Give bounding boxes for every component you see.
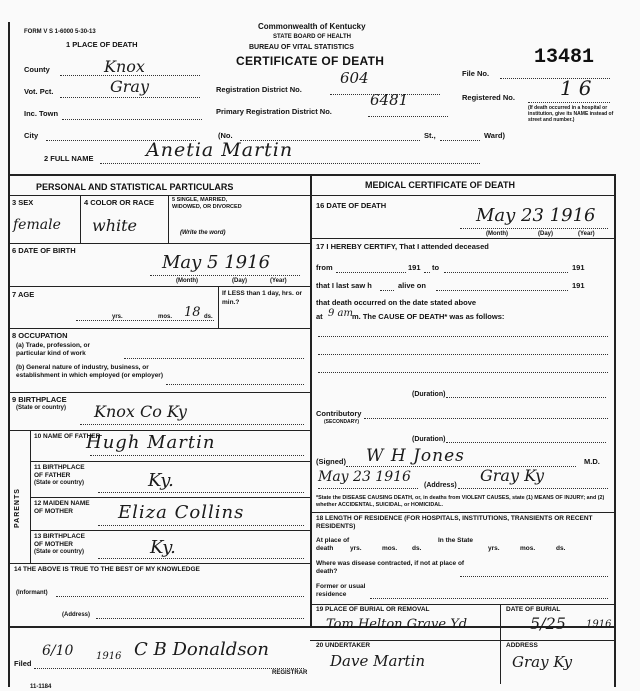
vot-pct-value: Gray bbox=[110, 77, 150, 96]
registered-no-label: Registered No. bbox=[462, 93, 515, 102]
full-name-value: Anetia Martin bbox=[146, 139, 294, 161]
residence-label: 18 LENGTH OF RESIDENCE (FOR HOSPITALS, INSTITUTIONS, TRANSIENTS OR RECENT RESIDENTS) bbox=[316, 515, 593, 531]
yrs-label: yrs. bbox=[112, 314, 123, 320]
county-value: Knox bbox=[104, 57, 145, 76]
signature-address: Gray Ky bbox=[480, 466, 545, 485]
from-year: 191 bbox=[408, 263, 421, 272]
address-label: (Address) bbox=[62, 612, 91, 618]
right-edge bbox=[614, 174, 616, 687]
undertaker-address-label: ADDRESS bbox=[506, 642, 538, 649]
dob-year-label: (Year) bbox=[270, 278, 287, 284]
file-no-label: File No. bbox=[462, 69, 490, 78]
date-of-death-value: May 23 1916 bbox=[476, 205, 596, 226]
color-value: white bbox=[92, 216, 138, 235]
signature-address-label: (Address) bbox=[424, 482, 457, 489]
res-yrs-2: yrs. bbox=[488, 545, 500, 552]
dod-month-label: (Month) bbox=[486, 231, 508, 237]
left-edge bbox=[8, 22, 10, 687]
signature-date: May 23 1916 bbox=[318, 469, 411, 485]
at-place-label: At place of death bbox=[316, 537, 350, 552]
at-value: 9 am bbox=[328, 308, 353, 319]
dod-day-label: (Day) bbox=[538, 231, 554, 237]
res-mos-1: mos. bbox=[382, 545, 398, 552]
st-label: St., bbox=[424, 131, 436, 140]
dob-month-label: (Month) bbox=[176, 278, 198, 284]
dob-label: 6 DATE OF BIRTH bbox=[12, 246, 76, 255]
sex-value: female bbox=[13, 217, 61, 233]
color-label: 4 COLOR OR RACE bbox=[84, 198, 155, 207]
city-label: City bbox=[24, 131, 39, 140]
less-label: If LESS than 1 day, hrs. or min.? bbox=[222, 290, 303, 307]
mother-value: Eliza Collins bbox=[118, 502, 245, 523]
parents-side-label: PARENTS bbox=[14, 488, 21, 528]
burial-year: 1916 bbox=[586, 619, 612, 630]
secondary-label: (SECONDARY) bbox=[324, 419, 360, 425]
registered-no-value: 16 bbox=[560, 76, 598, 100]
informant-label: (Informant) bbox=[16, 590, 48, 596]
undertaker-value: Dave Martin bbox=[330, 652, 426, 670]
res-yrs-1: yrs. bbox=[350, 545, 362, 552]
commonwealth: Commonwealth of Kentucky bbox=[258, 22, 366, 31]
bureau: BUREAU OF VITAL STATISTICS bbox=[249, 44, 354, 51]
medical-heading: MEDICAL CERTIFICATE OF DEATH bbox=[365, 180, 515, 190]
place-of-death-label: 1 PLACE OF DEATH bbox=[66, 40, 138, 49]
res-ds-1: ds. bbox=[412, 545, 422, 552]
md-label: M.D. bbox=[584, 457, 600, 466]
cause-label: m. The CAUSE OF DEATH* was as follows: bbox=[352, 312, 505, 321]
file-note: (If death occurred in a hospital or institution, give its NAME instead of street and number.) bbox=[528, 105, 614, 123]
undertaker-address-value: Gray Ky bbox=[512, 653, 573, 671]
registrar-signature: C B Donaldson bbox=[134, 639, 269, 660]
filed-date: 6/10 bbox=[42, 643, 74, 659]
primary-reg-value: 6481 bbox=[370, 91, 409, 109]
res-ds-2: ds. bbox=[556, 545, 566, 552]
father-bp-label: 11 BIRTHPLACE OF FATHER bbox=[34, 464, 85, 480]
certify-label: 17 I HEREBY CERTIFY, That I attended deceased bbox=[316, 242, 489, 251]
burial-label: 19 PLACE OF BURIAL OR REMOVAL bbox=[316, 606, 430, 613]
burial-date-label: DATE OF BURIAL bbox=[506, 606, 561, 613]
inc-town-label: Inc. Town bbox=[24, 109, 59, 118]
father-bp-value: Ky. bbox=[148, 470, 174, 491]
signed-value: W H Jones bbox=[366, 446, 465, 466]
from-label: from bbox=[316, 263, 333, 272]
marital-note: (Write the word) bbox=[180, 230, 226, 236]
alive-on-label: alive on bbox=[398, 281, 426, 290]
mother-bp-label: 13 BIRTHPLACE OF MOTHER bbox=[34, 533, 85, 549]
father-bp-note: (State or country) bbox=[34, 480, 85, 486]
occupation-a: (a) Trade, profession, or particular kind of work bbox=[16, 342, 91, 358]
duration-label-1: (Duration) bbox=[412, 391, 446, 398]
center-divider bbox=[310, 174, 312, 626]
bottom-code: 11-1184 bbox=[30, 684, 52, 690]
date-of-death-label: 16 DATE OF DEATH bbox=[316, 201, 387, 210]
former-residence: Former or usual residence bbox=[316, 583, 366, 598]
signed-label: (Signed) bbox=[316, 457, 346, 466]
last-saw-label: that I last saw h bbox=[316, 281, 372, 290]
true-label: 14 THE ABOVE IS TRUE TO THE BEST OF MY KNOWLEDGE bbox=[14, 566, 200, 573]
to-year: 191 bbox=[572, 263, 585, 272]
contributory-label: Contributory bbox=[316, 409, 362, 418]
father-label: 10 NAME OF FATHER bbox=[34, 433, 101, 440]
mother-label: 12 MAIDEN NAME OF MOTHER bbox=[34, 500, 90, 516]
filed-year: 1916 bbox=[96, 651, 122, 662]
reg-district-label: Registration District No. bbox=[216, 85, 302, 94]
dod-year-label: (Year) bbox=[578, 231, 595, 237]
filed-label: Filed bbox=[14, 659, 32, 668]
birthplace-value: Knox Co Ky bbox=[94, 402, 187, 421]
res-mos-2: mos. bbox=[520, 545, 536, 552]
ward-label: Ward) bbox=[484, 131, 505, 140]
primary-reg-label: Primary Registration District No. bbox=[216, 107, 332, 116]
marital-label: 5 SINGLE, MARRIED, WIDOWED, OR DIVORCED bbox=[172, 197, 242, 210]
ds-label: ds. bbox=[204, 314, 213, 320]
undertaker-label: 20 UNDERTAKER bbox=[316, 642, 371, 649]
reg-district-value: 604 bbox=[340, 69, 369, 87]
form-number: FORM V S 1-6000 5-30-13 bbox=[24, 29, 96, 35]
in-state-label: In the State bbox=[438, 537, 474, 544]
alive-year: 191 bbox=[572, 281, 585, 290]
occupation-b: (b) General nature of industry, business, or establishment in which employed (or employer) bbox=[16, 364, 164, 380]
stamp-number: 13481 bbox=[534, 46, 595, 69]
dob-day-label: (Day) bbox=[232, 278, 248, 284]
mother-bp-value: Ky. bbox=[150, 537, 176, 558]
burial-value: Tom Helton Grave Yd bbox=[326, 617, 468, 632]
full-name-label: 2 FULL NAME bbox=[44, 154, 94, 163]
age-label: 7 AGE bbox=[12, 290, 35, 299]
board: STATE BOARD OF HEALTH bbox=[273, 34, 351, 40]
no-label: (No. bbox=[218, 131, 233, 140]
cause-footnote: *State the DISEASE CAUSING DEATH, or, in deaths from VIOLENT CAUSES, state (1) MEANS OF INJURY; and (2) whether ACCIDENTAL, SUICIDAL, or HOMICIDAL. bbox=[316, 495, 605, 508]
father-value: Hugh Martin bbox=[86, 432, 216, 453]
duration-label-2: (Duration) bbox=[412, 436, 446, 443]
age-days-value: 18 bbox=[184, 305, 201, 320]
county-label: County bbox=[24, 65, 50, 74]
at-label: at bbox=[316, 312, 323, 321]
registrar-label: REGISTRAR bbox=[272, 670, 308, 676]
to-label: to bbox=[432, 263, 440, 272]
personal-heading: PERSONAL AND STATISTICAL PARTICULARS bbox=[36, 182, 234, 192]
dob-value: May 5 1916 bbox=[162, 252, 271, 273]
occurred-label: that death occurred on the date stated above bbox=[316, 298, 477, 307]
occupation-label: 8 OCCUPATION bbox=[12, 331, 68, 340]
where-contracted: Where was disease contracted, if not at place of death? bbox=[316, 560, 465, 575]
birthplace-label: 9 BIRTHPLACE bbox=[12, 395, 67, 404]
sex-label: 3 SEX bbox=[12, 198, 34, 207]
certificate-title: CERTIFICATE OF DEATH bbox=[236, 54, 385, 68]
vot-pct-label: Vot. Pct. bbox=[24, 87, 54, 96]
burial-date-value: 5/25 bbox=[530, 614, 566, 633]
birthplace-note: (State or country) bbox=[16, 405, 67, 411]
mother-bp-note: (State or country) bbox=[34, 549, 85, 555]
mos-label: mos. bbox=[158, 314, 173, 320]
